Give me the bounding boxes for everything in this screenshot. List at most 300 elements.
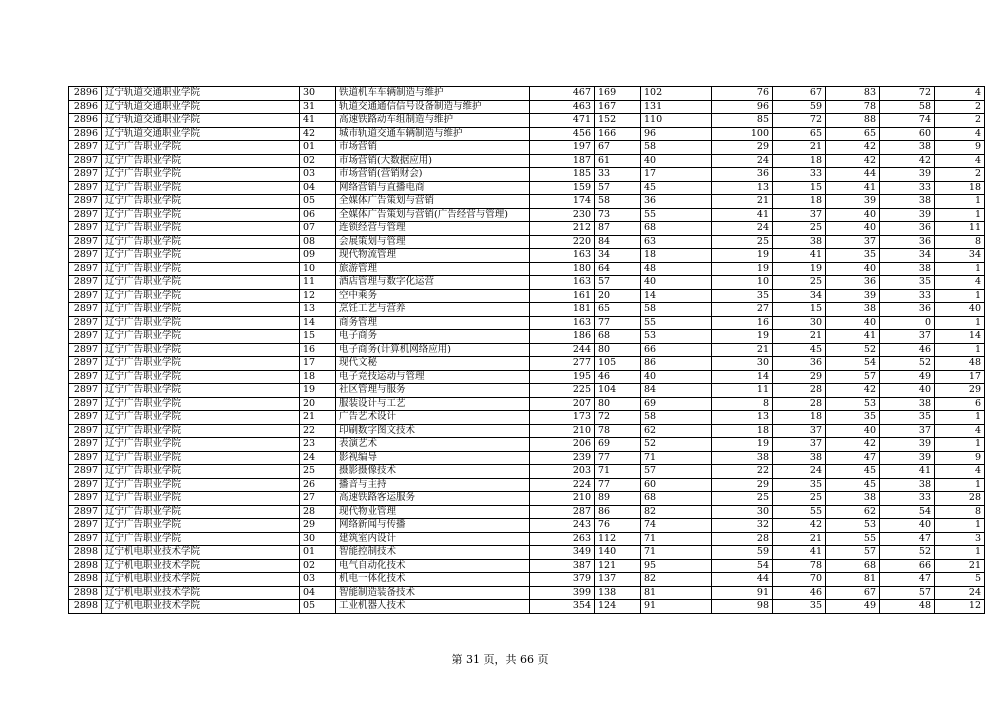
- major-name-cell: 印刷数字图文技术: [336, 424, 530, 438]
- score-1-cell: 456: [530, 127, 595, 141]
- school-name-cell: 辽宁广告职业学院: [102, 222, 300, 236]
- score-8-cell: 9: [935, 451, 985, 465]
- major-name-cell: 连锁经营与管理: [336, 222, 530, 236]
- table-row: [69, 465, 985, 479]
- score-6-cell: 42: [826, 141, 880, 155]
- school-code-cell: 2897: [69, 330, 102, 344]
- score-3-cell: 81: [641, 586, 712, 600]
- score-5-cell: 30: [773, 316, 826, 330]
- score-3-cell: 71: [641, 546, 712, 560]
- score-4-cell: 29: [712, 141, 773, 155]
- major-code-cell: 28: [300, 505, 336, 519]
- score-7-cell: 52: [880, 357, 935, 371]
- score-7-cell: 49: [880, 370, 935, 384]
- score-7-cell: 40: [880, 519, 935, 533]
- major-name-cell: 电子竞技运动与管理: [336, 370, 530, 384]
- major-name-cell: 智能控制技术: [336, 546, 530, 560]
- school-code-cell: 2897: [69, 249, 102, 263]
- major-name-cell: 城市轨道交通车辆制造与维护: [336, 127, 530, 141]
- score-2-cell: 86: [595, 505, 641, 519]
- score-3-cell: 57: [641, 465, 712, 479]
- major-name-cell: 旅游管理: [336, 262, 530, 276]
- score-1-cell: 180: [530, 262, 595, 276]
- score-2-cell: 152: [595, 114, 641, 128]
- major-code-cell: 15: [300, 330, 336, 344]
- score-4-cell: 11: [712, 384, 773, 398]
- major-code-cell: 02: [300, 559, 336, 573]
- score-6-cell: 38: [826, 492, 880, 506]
- score-2-cell: 87: [595, 222, 641, 236]
- school-code-cell: 2896: [69, 87, 102, 101]
- score-6-cell: 49: [826, 600, 880, 614]
- score-4-cell: 19: [712, 438, 773, 452]
- score-7-cell: 36: [880, 222, 935, 236]
- score-6-cell: 78: [826, 100, 880, 114]
- score-5-cell: 41: [773, 249, 826, 263]
- school-code-cell: 2897: [69, 289, 102, 303]
- score-3-cell: 63: [641, 235, 712, 249]
- score-1-cell: 203: [530, 465, 595, 479]
- school-name-cell: 辽宁轨道交通职业学院: [102, 87, 300, 101]
- score-4-cell: 59: [712, 546, 773, 560]
- score-3-cell: 66: [641, 343, 712, 357]
- major-name-cell: 网络营销与直播电商: [336, 181, 530, 195]
- score-7-cell: 48: [880, 600, 935, 614]
- major-name-cell: 广告艺术设计: [336, 411, 530, 425]
- major-code-cell: 02: [300, 154, 336, 168]
- score-6-cell: 47: [826, 451, 880, 465]
- major-code-cell: 18: [300, 370, 336, 384]
- score-7-cell: 57: [880, 586, 935, 600]
- score-1-cell: 210: [530, 424, 595, 438]
- score-8-cell: 6: [935, 397, 985, 411]
- score-3-cell: 40: [641, 154, 712, 168]
- major-name-cell: 轨道交通通信信号设备制造与维护: [336, 100, 530, 114]
- school-code-cell: 2897: [69, 222, 102, 236]
- score-2-cell: 61: [595, 154, 641, 168]
- score-7-cell: 33: [880, 181, 935, 195]
- school-code-cell: 2898: [69, 586, 102, 600]
- score-8-cell: 29: [935, 384, 985, 398]
- school-name-cell: 辽宁广告职业学院: [102, 316, 300, 330]
- score-7-cell: 38: [880, 141, 935, 155]
- score-1-cell: 354: [530, 600, 595, 614]
- score-2-cell: 69: [595, 438, 641, 452]
- score-7-cell: 37: [880, 330, 935, 344]
- score-3-cell: 52: [641, 438, 712, 452]
- score-5-cell: 15: [773, 303, 826, 317]
- score-8-cell: 11: [935, 222, 985, 236]
- score-1-cell: 225: [530, 384, 595, 398]
- school-name-cell: 辽宁广告职业学院: [102, 451, 300, 465]
- major-code-cell: 12: [300, 289, 336, 303]
- school-name-cell: 辽宁广告职业学院: [102, 411, 300, 425]
- score-3-cell: 48: [641, 262, 712, 276]
- score-1-cell: 207: [530, 397, 595, 411]
- score-1-cell: 463: [530, 100, 595, 114]
- score-8-cell: 4: [935, 276, 985, 290]
- score-8-cell: 24: [935, 586, 985, 600]
- score-3-cell: 62: [641, 424, 712, 438]
- score-8-cell: 1: [935, 519, 985, 533]
- school-name-cell: 辽宁广告职业学院: [102, 168, 300, 182]
- score-4-cell: 96: [712, 100, 773, 114]
- major-name-cell: 现代物业管理: [336, 505, 530, 519]
- score-7-cell: 58: [880, 100, 935, 114]
- score-3-cell: 55: [641, 208, 712, 222]
- score-8-cell: 9: [935, 141, 985, 155]
- table-row: [69, 411, 985, 425]
- score-5-cell: 15: [773, 181, 826, 195]
- score-4-cell: 19: [712, 262, 773, 276]
- score-1-cell: 163: [530, 276, 595, 290]
- major-code-cell: 10: [300, 262, 336, 276]
- score-5-cell: 38: [773, 235, 826, 249]
- score-7-cell: 33: [880, 492, 935, 506]
- school-name-cell: 辽宁广告职业学院: [102, 181, 300, 195]
- score-3-cell: 60: [641, 478, 712, 492]
- major-code-cell: 22: [300, 424, 336, 438]
- score-5-cell: 37: [773, 438, 826, 452]
- score-6-cell: 40: [826, 222, 880, 236]
- score-4-cell: 29: [712, 478, 773, 492]
- table-row: [69, 505, 985, 519]
- major-code-cell: 05: [300, 195, 336, 209]
- table-row: [69, 438, 985, 452]
- table-row: [69, 249, 985, 263]
- score-3-cell: 68: [641, 222, 712, 236]
- score-4-cell: 91: [712, 586, 773, 600]
- score-8-cell: 1: [935, 478, 985, 492]
- table-row: [69, 87, 985, 101]
- score-6-cell: 55: [826, 532, 880, 546]
- school-code-cell: 2897: [69, 519, 102, 533]
- score-7-cell: 38: [880, 397, 935, 411]
- major-name-cell: 会展策划与管理: [336, 235, 530, 249]
- score-8-cell: 8: [935, 505, 985, 519]
- school-code-cell: 2898: [69, 600, 102, 614]
- score-6-cell: 88: [826, 114, 880, 128]
- school-code-cell: 2896: [69, 114, 102, 128]
- score-7-cell: 60: [880, 127, 935, 141]
- school-name-cell: 辽宁广告职业学院: [102, 289, 300, 303]
- school-code-cell: 2897: [69, 505, 102, 519]
- score-4-cell: 41: [712, 208, 773, 222]
- score-5-cell: 46: [773, 586, 826, 600]
- admission-score-table: [68, 86, 985, 614]
- page-footer: 第 31 页，共 66 页: [451, 653, 549, 666]
- major-name-cell: 工业机器人技术: [336, 600, 530, 614]
- score-3-cell: 110: [641, 114, 712, 128]
- school-code-cell: 2898: [69, 546, 102, 560]
- major-code-cell: 07: [300, 222, 336, 236]
- score-6-cell: 53: [826, 397, 880, 411]
- score-1-cell: 186: [530, 330, 595, 344]
- school-name-cell: 辽宁广告职业学院: [102, 141, 300, 155]
- school-code-cell: 2897: [69, 208, 102, 222]
- table-row: [69, 532, 985, 546]
- score-3-cell: 45: [641, 181, 712, 195]
- score-3-cell: 17: [641, 168, 712, 182]
- score-1-cell: 244: [530, 343, 595, 357]
- major-name-cell: 现代物流管理: [336, 249, 530, 263]
- score-4-cell: 21: [712, 195, 773, 209]
- score-1-cell: 243: [530, 519, 595, 533]
- score-4-cell: 10: [712, 276, 773, 290]
- score-4-cell: 35: [712, 289, 773, 303]
- major-code-cell: 14: [300, 316, 336, 330]
- score-3-cell: 40: [641, 276, 712, 290]
- school-name-cell: 辽宁轨道交通职业学院: [102, 114, 300, 128]
- score-1-cell: 187: [530, 154, 595, 168]
- score-3-cell: 53: [641, 330, 712, 344]
- score-4-cell: 19: [712, 249, 773, 263]
- score-8-cell: 1: [935, 316, 985, 330]
- school-name-cell: 辽宁广告职业学院: [102, 195, 300, 209]
- score-7-cell: 36: [880, 303, 935, 317]
- score-1-cell: 185: [530, 168, 595, 182]
- score-2-cell: 77: [595, 316, 641, 330]
- score-5-cell: 70: [773, 573, 826, 587]
- table-row: [69, 519, 985, 533]
- major-name-cell: 网络新闻与传播: [336, 519, 530, 533]
- major-code-cell: 25: [300, 465, 336, 479]
- score-7-cell: 42: [880, 154, 935, 168]
- score-5-cell: 38: [773, 451, 826, 465]
- score-5-cell: 37: [773, 208, 826, 222]
- score-2-cell: 57: [595, 276, 641, 290]
- major-name-cell: 电气自动化技术: [336, 559, 530, 573]
- major-code-cell: 03: [300, 168, 336, 182]
- score-4-cell: 76: [712, 87, 773, 101]
- score-2-cell: 33: [595, 168, 641, 182]
- table-row: [69, 195, 985, 209]
- score-1-cell: 210: [530, 492, 595, 506]
- score-2-cell: 138: [595, 586, 641, 600]
- major-name-cell: 表演艺术: [336, 438, 530, 452]
- score-4-cell: 25: [712, 492, 773, 506]
- score-6-cell: 40: [826, 208, 880, 222]
- score-7-cell: 74: [880, 114, 935, 128]
- score-7-cell: 39: [880, 168, 935, 182]
- school-code-cell: 2897: [69, 181, 102, 195]
- score-6-cell: 53: [826, 519, 880, 533]
- major-code-cell: 04: [300, 181, 336, 195]
- school-code-cell: 2897: [69, 262, 102, 276]
- score-6-cell: 36: [826, 276, 880, 290]
- school-code-cell: 2898: [69, 559, 102, 573]
- score-2-cell: 80: [595, 343, 641, 357]
- major-name-cell: 市场营销(营销财会): [336, 168, 530, 182]
- score-8-cell: 4: [935, 424, 985, 438]
- major-code-cell: 01: [300, 546, 336, 560]
- school-name-cell: 辽宁广告职业学院: [102, 249, 300, 263]
- school-code-cell: 2898: [69, 573, 102, 587]
- score-5-cell: 67: [773, 87, 826, 101]
- school-name-cell: 辽宁广告职业学院: [102, 370, 300, 384]
- major-name-cell: 服装设计与工艺: [336, 397, 530, 411]
- table-row: [69, 370, 985, 384]
- score-4-cell: 18: [712, 424, 773, 438]
- score-2-cell: 64: [595, 262, 641, 276]
- score-6-cell: 83: [826, 87, 880, 101]
- score-4-cell: 24: [712, 154, 773, 168]
- score-2-cell: 140: [595, 546, 641, 560]
- score-5-cell: 35: [773, 600, 826, 614]
- table-row: [69, 600, 985, 614]
- score-4-cell: 13: [712, 181, 773, 195]
- score-3-cell: 102: [641, 87, 712, 101]
- score-3-cell: 58: [641, 141, 712, 155]
- table-row: [69, 559, 985, 573]
- major-code-cell: 09: [300, 249, 336, 263]
- school-name-cell: 辽宁机电职业技术学院: [102, 546, 300, 560]
- score-2-cell: 167: [595, 100, 641, 114]
- score-8-cell: 1: [935, 343, 985, 357]
- score-5-cell: 72: [773, 114, 826, 128]
- school-code-cell: 2897: [69, 532, 102, 546]
- score-1-cell: 387: [530, 559, 595, 573]
- score-5-cell: 28: [773, 397, 826, 411]
- score-1-cell: 467: [530, 87, 595, 101]
- major-name-cell: 铁道机车车辆制造与维护: [336, 87, 530, 101]
- school-code-cell: 2897: [69, 465, 102, 479]
- score-6-cell: 42: [826, 384, 880, 398]
- score-4-cell: 98: [712, 600, 773, 614]
- school-name-cell: 辽宁广告职业学院: [102, 262, 300, 276]
- score-7-cell: 47: [880, 573, 935, 587]
- score-6-cell: 57: [826, 370, 880, 384]
- table-row: [69, 573, 985, 587]
- score-7-cell: 40: [880, 384, 935, 398]
- school-name-cell: 辽宁广告职业学院: [102, 465, 300, 479]
- score-8-cell: 3: [935, 532, 985, 546]
- score-7-cell: 37: [880, 424, 935, 438]
- score-5-cell: 18: [773, 195, 826, 209]
- score-6-cell: 35: [826, 249, 880, 263]
- table-row: [69, 235, 985, 249]
- table-row: [69, 114, 985, 128]
- score-8-cell: 14: [935, 330, 985, 344]
- school-code-cell: 2897: [69, 303, 102, 317]
- score-4-cell: 24: [712, 222, 773, 236]
- score-1-cell: 163: [530, 249, 595, 263]
- school-name-cell: 辽宁广告职业学院: [102, 330, 300, 344]
- score-5-cell: 19: [773, 262, 826, 276]
- score-8-cell: 1: [935, 262, 985, 276]
- major-code-cell: 03: [300, 573, 336, 587]
- school-code-cell: 2897: [69, 411, 102, 425]
- school-code-cell: 2897: [69, 424, 102, 438]
- score-3-cell: 82: [641, 505, 712, 519]
- score-1-cell: 173: [530, 411, 595, 425]
- major-name-cell: 高速铁路客运服务: [336, 492, 530, 506]
- major-code-cell: 20: [300, 397, 336, 411]
- school-name-cell: 辽宁机电职业技术学院: [102, 573, 300, 587]
- score-8-cell: 5: [935, 573, 985, 587]
- score-2-cell: 71: [595, 465, 641, 479]
- table-row: [69, 208, 985, 222]
- major-name-cell: 摄影摄像技术: [336, 465, 530, 479]
- score-2-cell: 89: [595, 492, 641, 506]
- major-name-cell: 电子商务: [336, 330, 530, 344]
- score-8-cell: 48: [935, 357, 985, 371]
- score-8-cell: 2: [935, 100, 985, 114]
- score-4-cell: 44: [712, 573, 773, 587]
- school-code-cell: 2897: [69, 438, 102, 452]
- score-7-cell: 34: [880, 249, 935, 263]
- table-row: [69, 289, 985, 303]
- score-4-cell: 14: [712, 370, 773, 384]
- score-6-cell: 54: [826, 357, 880, 371]
- score-3-cell: 40: [641, 370, 712, 384]
- score-1-cell: 161: [530, 289, 595, 303]
- score-5-cell: 25: [773, 492, 826, 506]
- score-5-cell: 36: [773, 357, 826, 371]
- major-name-cell: 建筑室内设计: [336, 532, 530, 546]
- score-6-cell: 81: [826, 573, 880, 587]
- major-name-cell: 现代文秘: [336, 357, 530, 371]
- major-code-cell: 30: [300, 532, 336, 546]
- score-8-cell: 40: [935, 303, 985, 317]
- score-4-cell: 8: [712, 397, 773, 411]
- major-code-cell: 30: [300, 87, 336, 101]
- major-code-cell: 27: [300, 492, 336, 506]
- table-row: [69, 357, 985, 371]
- school-name-cell: 辽宁广告职业学院: [102, 208, 300, 222]
- score-5-cell: 37: [773, 424, 826, 438]
- score-7-cell: 47: [880, 532, 935, 546]
- major-name-cell: 酒店管理与数字化运营: [336, 276, 530, 290]
- table-row: [69, 181, 985, 195]
- score-2-cell: 73: [595, 208, 641, 222]
- major-code-cell: 29: [300, 519, 336, 533]
- score-4-cell: 13: [712, 411, 773, 425]
- score-4-cell: 21: [712, 343, 773, 357]
- score-6-cell: 62: [826, 505, 880, 519]
- score-1-cell: 399: [530, 586, 595, 600]
- score-7-cell: 38: [880, 195, 935, 209]
- score-5-cell: 29: [773, 370, 826, 384]
- school-code-cell: 2896: [69, 100, 102, 114]
- score-6-cell: 57: [826, 546, 880, 560]
- score-3-cell: 82: [641, 573, 712, 587]
- score-5-cell: 65: [773, 127, 826, 141]
- school-name-cell: 辽宁广告职业学院: [102, 235, 300, 249]
- score-2-cell: 67: [595, 141, 641, 155]
- school-code-cell: 2897: [69, 235, 102, 249]
- score-6-cell: 38: [826, 303, 880, 317]
- score-7-cell: 41: [880, 465, 935, 479]
- score-6-cell: 35: [826, 411, 880, 425]
- school-code-cell: 2897: [69, 370, 102, 384]
- score-7-cell: 66: [880, 559, 935, 573]
- score-6-cell: 40: [826, 316, 880, 330]
- score-5-cell: 59: [773, 100, 826, 114]
- school-name-cell: 辽宁广告职业学院: [102, 397, 300, 411]
- score-8-cell: 2: [935, 168, 985, 182]
- score-8-cell: 1: [935, 411, 985, 425]
- score-4-cell: 16: [712, 316, 773, 330]
- score-2-cell: 112: [595, 532, 641, 546]
- score-1-cell: 174: [530, 195, 595, 209]
- score-5-cell: 45: [773, 343, 826, 357]
- score-6-cell: 41: [826, 181, 880, 195]
- score-2-cell: 77: [595, 451, 641, 465]
- score-1-cell: 206: [530, 438, 595, 452]
- score-3-cell: 86: [641, 357, 712, 371]
- score-2-cell: 58: [595, 195, 641, 209]
